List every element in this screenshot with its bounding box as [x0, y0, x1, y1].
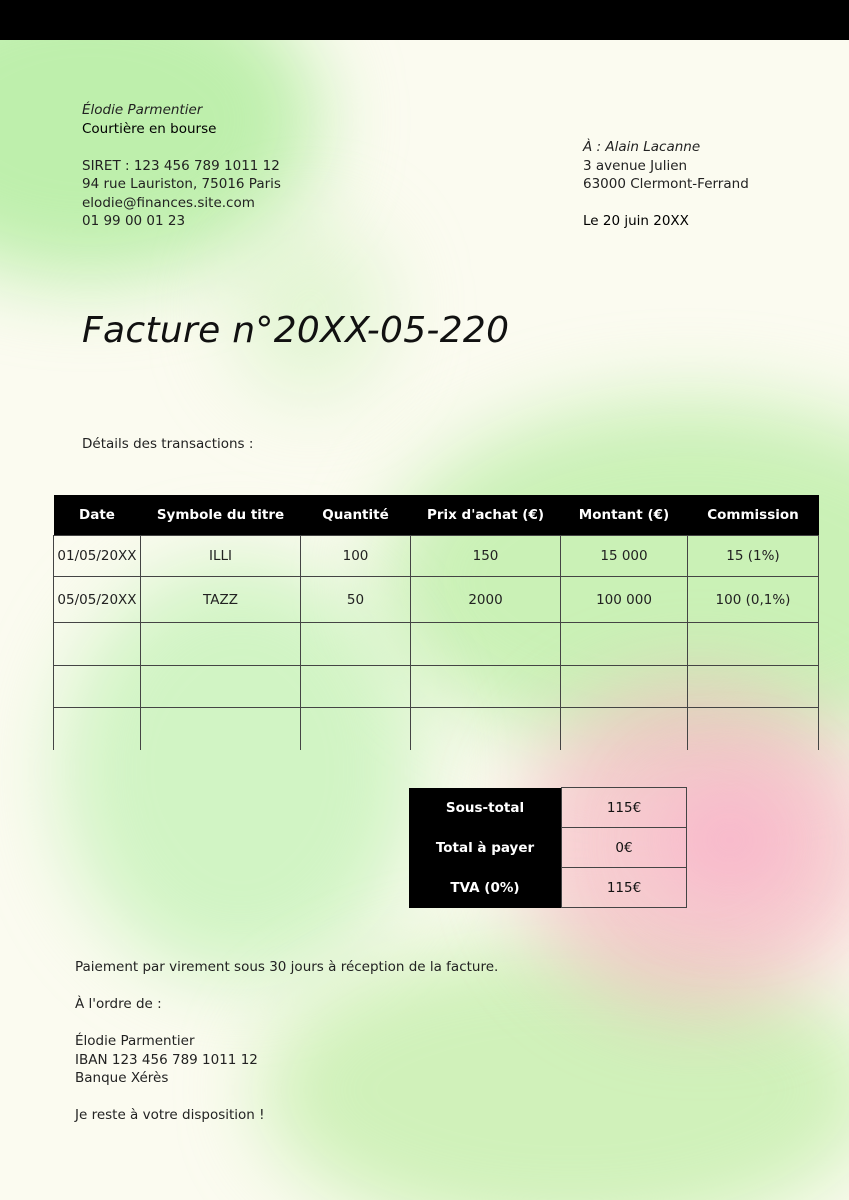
cell-date: [54, 666, 141, 708]
total-due-row: [409, 828, 687, 868]
cell-commission: [688, 666, 819, 708]
header-amount: Montant (€): [561, 495, 688, 536]
recipient-street: 3 avenue Julien: [583, 157, 688, 174]
tva-value: 115€: [562, 868, 687, 908]
header-date: Date: [54, 495, 141, 536]
cell-purchase-price: [411, 666, 561, 708]
cell-amount: [561, 708, 688, 750]
transactions-table: [53, 495, 819, 750]
cell-quantity: 50: [301, 577, 411, 623]
payee-name: Élodie Parmentier: [75, 1033, 195, 1049]
recipient-name: À : Alain Lacanne: [583, 139, 701, 155]
payment-terms: Paiement par virement sous 30 jours à réception de la facture.: [75, 959, 499, 975]
cell-commission: 15 (1%): [688, 536, 819, 577]
cell-commission: [688, 623, 819, 666]
cell-symbol: [141, 666, 301, 708]
cell-purchase-price: [411, 708, 561, 750]
cell-purchase-price: 150: [411, 536, 561, 577]
sender-block: [82, 101, 402, 231]
payee-bank: Banque Xérès: [75, 1070, 169, 1086]
table-row: [54, 577, 819, 623]
cell-quantity: [301, 623, 411, 666]
cell-amount: [561, 666, 688, 708]
table-row: [54, 666, 819, 708]
subtotal-label: Sous-total: [409, 788, 562, 828]
total-due-value: 0€: [562, 828, 687, 868]
header-purchase-price: Prix d'achat (€): [411, 495, 561, 536]
cell-quantity: [301, 708, 411, 750]
cell-purchase-price: [411, 623, 561, 666]
subtotal-value: 115€: [562, 788, 687, 828]
invoice-title: Facture n°20XX-05-220: [82, 310, 510, 351]
closing-line: Je reste à votre disposition !: [75, 1107, 265, 1123]
sender-role: Courtière en bourse: [82, 120, 217, 137]
subtotal-row: [409, 788, 687, 828]
cell-amount: [561, 623, 688, 666]
total-due-label: Total à payer: [409, 828, 562, 868]
header-commission: Commission: [688, 495, 819, 536]
sender-phone: 01 99 00 01 23: [82, 213, 186, 229]
sender-siret: SIRET : 123 456 789 1011 12: [82, 157, 280, 174]
cell-amount: 100 000: [561, 577, 688, 623]
payee-iban: IBAN 123 456 789 1011 12: [75, 1051, 258, 1068]
cell-purchase-price: 2000: [411, 577, 561, 623]
tva-label: TVA (0%): [409, 868, 562, 908]
table-row: [54, 623, 819, 666]
cell-symbol: TAZZ: [141, 577, 301, 623]
cell-commission: [688, 708, 819, 750]
header-quantity: Quantité: [301, 495, 411, 536]
cell-commission: 100 (0,1%): [688, 577, 819, 623]
payment-block: [75, 958, 675, 1125]
recipient-city: 63000 Clermont-Ferrand: [583, 176, 749, 192]
cell-quantity: 100: [301, 536, 411, 577]
cell-date: 05/05/20XX: [54, 577, 141, 623]
details-label: Détails des transactions :: [82, 436, 254, 452]
cell-symbol: [141, 708, 301, 750]
tva-row: [409, 868, 687, 908]
invoice-date: Le 20 juin 20XX: [583, 213, 689, 229]
table-row: [54, 708, 819, 750]
cell-date: [54, 623, 141, 666]
top-black-bar: [0, 0, 849, 40]
totals-table: [409, 787, 687, 908]
header-symbol: Symbole du titre: [141, 495, 301, 536]
sender-name: Élodie Parmentier: [82, 102, 203, 118]
payment-order-label: À l'ordre de :: [75, 996, 162, 1012]
sender-address: 94 rue Lauriston, 75016 Paris: [82, 176, 281, 192]
table-header-row: [54, 495, 819, 536]
sender-email: elodie@finances.site.com: [82, 194, 255, 211]
cell-symbol: ILLI: [141, 536, 301, 577]
cell-amount: 15 000: [561, 536, 688, 577]
cell-symbol: [141, 623, 301, 666]
recipient-block: [583, 138, 823, 231]
cell-quantity: [301, 666, 411, 708]
cell-date: 01/05/20XX: [54, 536, 141, 577]
table-row: [54, 536, 819, 577]
cell-date: [54, 708, 141, 750]
